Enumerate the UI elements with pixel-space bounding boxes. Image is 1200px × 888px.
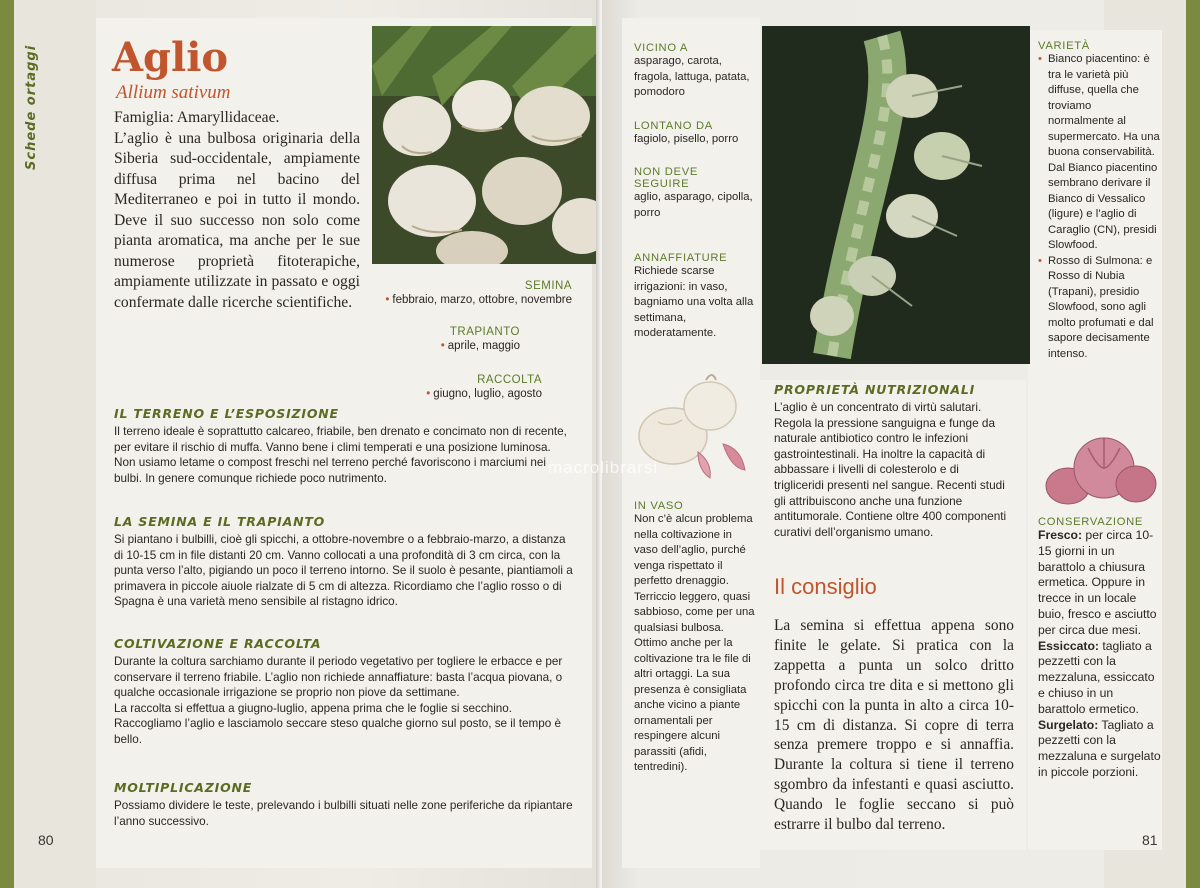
vicino-text: asparago, carota, fragola, lattuga, patata, pomodoro bbox=[634, 55, 750, 98]
garlic-bulbs-photo bbox=[372, 26, 604, 264]
section-vertical-title: Schede ortaggi bbox=[24, 44, 39, 170]
section-terreno bbox=[114, 406, 574, 486]
family-line: Famiglia: Amaryllidaceae. bbox=[114, 109, 280, 126]
trapianto-label: TRAPIANTO bbox=[449, 326, 520, 338]
semina-block bbox=[372, 280, 572, 306]
watermark: macrolibrarsi bbox=[548, 458, 659, 477]
latin-name: Allium sativum bbox=[116, 82, 231, 103]
section-moltiplicazione bbox=[114, 780, 574, 829]
surgelato-label: Surgelato: bbox=[1038, 717, 1099, 732]
lontano-text: fagiolo, pisello, porro bbox=[634, 133, 739, 145]
consiglio-title: Il consiglio bbox=[774, 574, 877, 599]
consiglio-text: La semina si effettua appena sono finite le gelate. Si pratica con la zappetta a punta un solco dritto profondo circa tre dita e si mettono gli spicchi con la punta in alto a circa 10-15 cm di distanza. Si copre di terra senza premere troppo e si annaffia. Durante la coltura si tiene il terreno sgombro da infestanti e quasi asciutto. Quando le foglie seccano si può estrarre il bulbo dal terreno. bbox=[774, 617, 1014, 834]
lontano-block bbox=[634, 120, 758, 148]
vicino-label: VICINO A bbox=[634, 42, 689, 54]
vicino-block bbox=[634, 42, 754, 101]
section-semina bbox=[114, 514, 574, 610]
annaffiature-text: Richiede scarse irrigazioni: in vaso, bagniamo una volta alla settimana, moderatamente. bbox=[634, 265, 754, 339]
proprieta-label: PROPRIETÀ NUTRIZIONALI bbox=[774, 382, 976, 397]
trapianto-block bbox=[372, 326, 520, 352]
section-heading: COLTIVAZIONE E RACCOLTA bbox=[114, 636, 322, 651]
bullet-icon: • bbox=[440, 340, 445, 352]
section-heading: LA SEMINA E IL TRAPIANTO bbox=[114, 514, 326, 529]
nondeve-text: aglio, asparago, cipolla, porro bbox=[634, 191, 753, 219]
essiccato-label: Essiccato: bbox=[1038, 638, 1099, 653]
annaffiature-label: ANNAFFIATURE bbox=[634, 252, 728, 264]
section-text: Il terreno ideale è soprattutto calcareo, friabile, ben drenato e concimato non di recente, per evitare il rischio di muffa. Vanno bene i climi temperati e una posizione luminosa. Non usiamo letame o compost freschi nel terreno perché favoriscono i marciumi nei bulbi. In genere comunque richiede poco nutrimento. bbox=[114, 425, 567, 485]
garlic-braid-photo bbox=[762, 26, 1030, 364]
page-title: Aglio bbox=[112, 34, 229, 81]
invaso-block bbox=[634, 500, 756, 776]
nondeve-label: NON DEVE SEGUIRE bbox=[634, 166, 699, 190]
proprieta-text: L’aglio è un concentrato di virtù salutari. Regola la pressione sanguigna e funge da naturale antibiotico contro le infezioni gastrointestinali. Ha inoltre la capacità di abbassare i livelli di colesterolo e di trigliceridi presenti nel sangue. Recenti studi gli attribuiscono anche una funzione antitumorale. Contiene oltre 400 componenti curativi dell’organismo umano. bbox=[774, 400, 1007, 539]
list-item: • Rosso di Sulmona: e Rosso di Nubia (Trapani), presidio Slowfood, sono agli molto profumati e dal sapore decisamente intenso. bbox=[1038, 254, 1160, 363]
page-number-left: 80 bbox=[38, 832, 54, 848]
fresco-label: Fresco: bbox=[1038, 528, 1083, 542]
invaso-label: IN VASO bbox=[634, 500, 684, 512]
section-heading: IL TERRENO E L’ESPOSIZIONE bbox=[114, 406, 339, 421]
varieta-block bbox=[1038, 40, 1160, 362]
nondeve-block bbox=[634, 166, 754, 221]
varieta-list bbox=[1038, 52, 1160, 362]
invaso-text: Non c’è alcun problema nella coltivazione in vaso dell’aglio, purché venga rispettato il perfetto drenaggio. Terriccio leggero, quasi sabbioso, come per una qualsiasi bulbosa. Ottimo anche per la coltivazione tra le file di altri ortaggi. La sua presenza è consigliata anche vicino a piante ornamentali per respingere alcuni parassiti (afidi, tentredini). bbox=[634, 513, 755, 773]
section-heading: MOLTIPLICAZIONE bbox=[114, 780, 253, 795]
raccolta-block bbox=[372, 374, 542, 400]
raccolta-label: RACCOLTA bbox=[477, 374, 542, 386]
section-coltivazione bbox=[114, 636, 574, 747]
intro-paragraph: L’aglio è una bulbosa originaria della Siberia sud-occidentale, ampiamente diffusa prima nel bacino del Mediterraneo e poi in tutto il mondo. Deve il suo successo non solo come pianta aromatica, ma anche per le sue numerose proprietà fitoterapiche, ampiamente utilizzate in passato e oggi confermate dalle ricerche scientifiche. bbox=[114, 129, 360, 311]
proprieta-block bbox=[774, 382, 1010, 540]
list-item: • Bianco piacentino: è tra le varietà più diffuse, quella che troviamo normalmente al supermercato. Ha una buona conservabilità. Dal Bianco piacentino sembrano derivare il Bianco di Vessalico (ligure) e l’aglio di Caraglio (CN), presidi Slowfood. bbox=[1038, 52, 1160, 254]
intro-text bbox=[114, 108, 360, 313]
fresco-text: per circa 10-15 giorni in un barattolo a chiusura ermetica. Oppure in trecce in un locale buio, fresco e asciutto per circa due mesi. bbox=[1038, 528, 1157, 637]
essiccato-text: tagliato a pezzetti con la mezzaluna, essiccato e chiuso in un barattolo ermetico. bbox=[1038, 638, 1155, 716]
semina-value: febbraio, marzo, ottobre, novembre bbox=[392, 294, 572, 306]
section-text: Si piantano i bulbilli, cioè gli spicchi, a ottobre-novembre o a febbraio-marzo, a distanza di 10-15 cm in file distanti 20 cm. Vanno collocati a una profondità di 3 cm circa, con la punta verso l’alto, pigiando un poco il terreno intorno. Se il suolo è pesante, piantiamoli a primavera in piccole aiuole rialzate di 5 cm di altezza. Ricordiamo che l’aglio rosso o di Spagna è una varietà meno sensibile al ristagno idrico. bbox=[114, 533, 573, 608]
annaffiature-block bbox=[634, 252, 754, 342]
semina-label: SEMINA bbox=[524, 280, 572, 292]
conservazione-label: CONSERVAZIONE bbox=[1038, 516, 1144, 528]
varieta-label: VARIETÀ bbox=[1038, 40, 1090, 52]
conservazione-block bbox=[1038, 516, 1162, 781]
left-edge-band bbox=[0, 0, 14, 888]
section-text-2: La raccolta si effettua a giugno-luglio, appena prima che le foglie si secchino. Raccogliamo l’aglio e lasciamolo seccare steso qualche giorno sul posto, se il tempo è bello. bbox=[114, 701, 561, 746]
raccolta-value: giugno, luglio, agosto bbox=[433, 388, 542, 400]
bullet-icon: • bbox=[385, 294, 390, 306]
section-text: Durante la coltura sarchiamo durante il periodo vegetativo per togliere le erbacce e per conservare il terreno friabile. L’aglio non richiede annaffiature: basta l’acqua piovana, o qualche occasionale irrigazione se proprio non piove da settimane. bbox=[114, 655, 563, 699]
bullet-icon: • bbox=[426, 388, 431, 400]
lontano-label: LONTANO DA bbox=[634, 120, 713, 132]
red-garlic-image bbox=[1038, 428, 1162, 510]
trapianto-value: aprile, maggio bbox=[447, 340, 520, 352]
surgelato-text: Tagliato a pezzetti con la mezzaluna e surgelato in piccole porzioni. bbox=[1038, 717, 1161, 779]
section-text: Possiamo dividere le teste, prelevando i bulbilli situati nelle zone periferiche da ripiantare l’anno successivo. bbox=[114, 799, 573, 828]
right-edge-band bbox=[1186, 0, 1200, 888]
page-number-right: 81 bbox=[1142, 832, 1158, 848]
